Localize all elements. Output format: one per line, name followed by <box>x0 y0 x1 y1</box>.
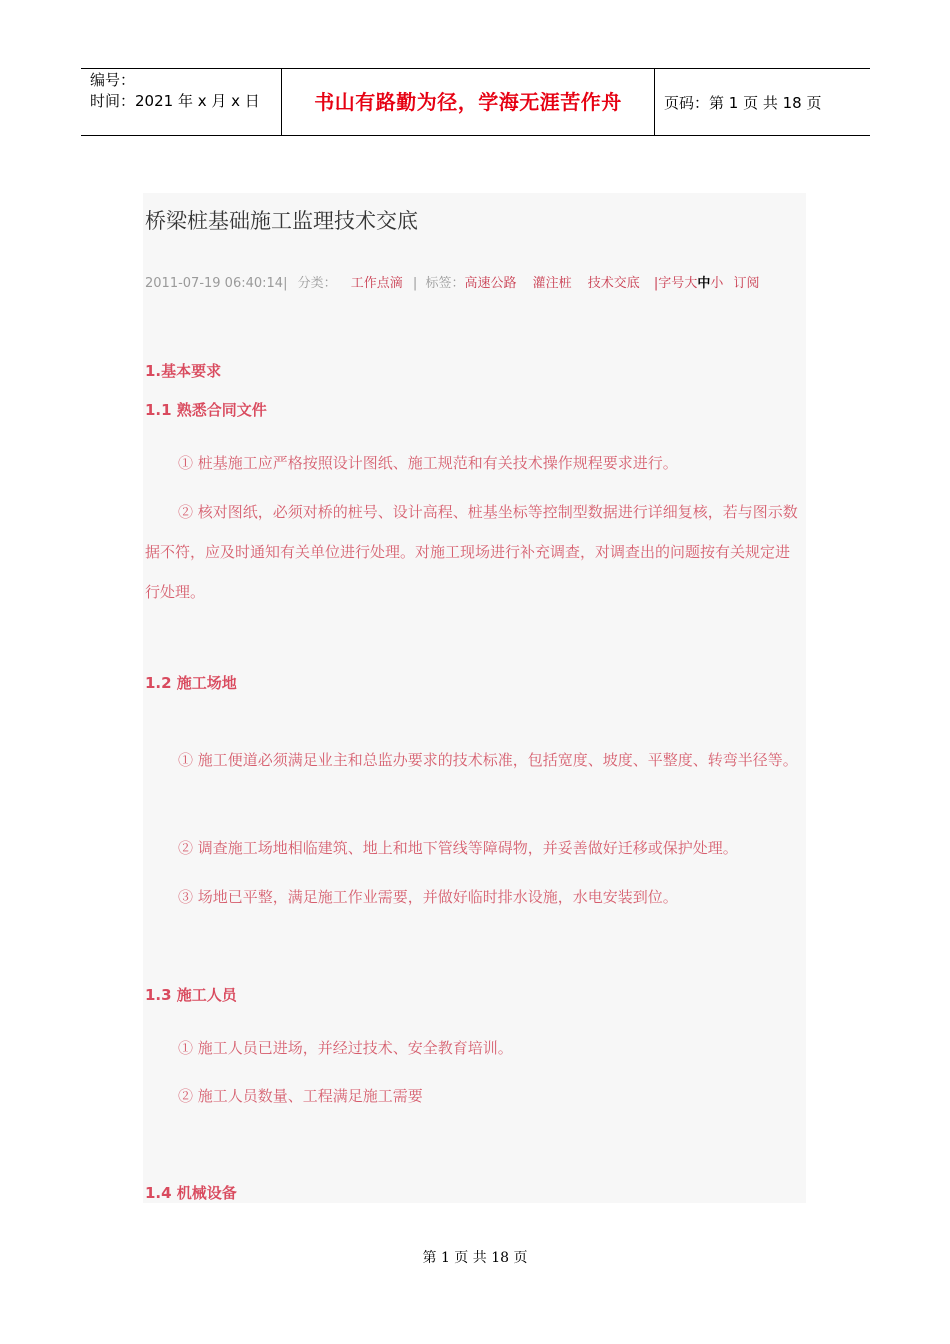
header-top-border <box>81 68 870 69</box>
section-heading: 1.4 机械设备 <box>145 1184 237 1202</box>
header-page-info: 页码：第 1 页 共 18 页 <box>664 94 822 112</box>
article-meta <box>145 272 760 291</box>
header-info <box>90 70 260 112</box>
article-title: 桥梁桩基础施工监理技术交底 <box>145 209 418 233</box>
header-bottom-border <box>81 135 870 136</box>
section-heading: 1.3 施工人员 <box>145 986 237 1004</box>
section-heading: 1.2 施工场地 <box>145 674 237 692</box>
subscribe-link[interactable]: 订阅 <box>733 276 760 291</box>
font-medium-button[interactable]: 中 <box>697 276 711 291</box>
tag-link[interactable]: 技术交底 <box>587 276 640 291</box>
meta-separator: | <box>412 276 418 291</box>
tag-link[interactable]: 高速公路 <box>464 276 517 291</box>
meta-datetime: 2011-07-19 06:40:14| <box>145 276 288 291</box>
paragraph: ② 核对图纸，必须对桥的桩号、设计高程、桩基坐标等控制型数据进行详细复核，若与图示数据不符，应及时通知有关单位进行处理。对施工现场进行补充调查，对调查出的问题按有关规定进行处理。 <box>145 503 798 601</box>
header-divider-left <box>281 68 282 136</box>
tag-link[interactable]: 灌注桩 <box>532 276 572 291</box>
paragraph: ② 施工人员数量、工程满足施工需要 <box>178 1087 423 1105</box>
section-heading: 1.基本要求 <box>145 362 222 380</box>
font-small-button[interactable]: 小 <box>710 276 724 291</box>
paragraph: ② 调查施工场地相临建筑、地上和地下管线等障碍物，并妥善做好迁移或保护处理。 <box>178 839 738 857</box>
font-large-button[interactable]: 大 <box>684 276 698 291</box>
header-motto: 书山有路勤为径，学海无涯苦作舟 <box>314 90 622 114</box>
paragraph: ③ 场地已平整，满足施工作业需要，并做好临时排水设施，水电安装到位。 <box>178 888 678 906</box>
paragraph: ① 施工人员已进场，并经过技术、安全教育培训。 <box>178 1039 513 1057</box>
header-number: 编号： <box>90 71 136 89</box>
meta-tags-label: 标签： <box>425 276 465 291</box>
font-size-label: |字号 <box>653 276 685 291</box>
meta-category-link[interactable]: 工作点滴 <box>350 276 403 291</box>
header-divider-right <box>654 68 655 136</box>
header-time: 时间：2021 年 x 月 x 日 <box>90 92 260 110</box>
page-footer: 第 1 页 共 18 页 <box>422 1250 528 1266</box>
meta-category-label: 分类： <box>297 276 337 291</box>
paragraph: ① 施工便道必须满足业主和总监办要求的技术标准，包括宽度、坡度、平整度、转弯半径等。 <box>178 751 798 769</box>
section-heading: 1.1 熟悉合同文件 <box>145 401 267 419</box>
paragraph: ① 桩基施工应严格按照设计图纸、施工规范和有关技术操作规程要求进行。 <box>178 454 678 472</box>
